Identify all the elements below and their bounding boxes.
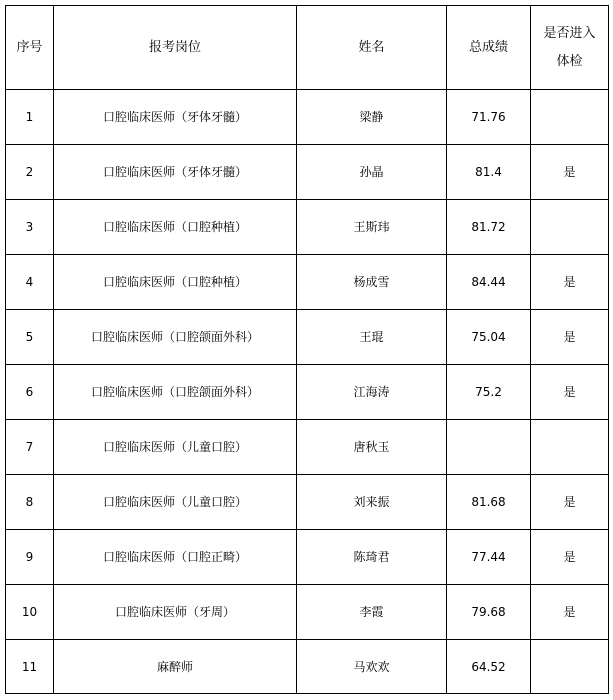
cell-index: 8 — [6, 475, 54, 530]
cell-name: 刘来振 — [297, 475, 447, 530]
cell-name: 王琨 — [297, 310, 447, 365]
header-row — [6, 6, 609, 90]
cell-position: 口腔临床医师（儿童口腔） — [54, 420, 297, 475]
table-body — [6, 90, 609, 694]
cell-exam: 是 — [531, 530, 609, 585]
cell-index: 11 — [6, 640, 54, 694]
cell-exam: 是 — [531, 255, 609, 310]
cell-position: 口腔临床医师（口腔种植） — [54, 255, 297, 310]
cell-name: 王斯玮 — [297, 200, 447, 255]
cell-index: 2 — [6, 145, 54, 200]
table-row — [6, 530, 609, 585]
cell-exam — [531, 640, 609, 694]
table-row — [6, 200, 609, 255]
cell-name: 孙晶 — [297, 145, 447, 200]
header-exam — [531, 6, 609, 90]
table-row — [6, 365, 609, 420]
table-row — [6, 585, 609, 640]
cell-exam: 是 — [531, 585, 609, 640]
cell-score: 81.4 — [447, 145, 531, 200]
cell-exam — [531, 90, 609, 145]
cell-position: 口腔临床医师（口腔种植） — [54, 200, 297, 255]
cell-score — [447, 420, 531, 475]
cell-score: 71.76 — [447, 90, 531, 145]
cell-exam: 是 — [531, 475, 609, 530]
cell-position: 麻醉师 — [54, 640, 297, 694]
cell-score: 75.2 — [447, 365, 531, 420]
cell-score: 84.44 — [447, 255, 531, 310]
cell-position: 口腔临床医师（牙体牙髓） — [54, 90, 297, 145]
cell-name: 江海涛 — [297, 365, 447, 420]
cell-exam: 是 — [531, 145, 609, 200]
cell-name: 陈琦君 — [297, 530, 447, 585]
cell-score: 81.68 — [447, 475, 531, 530]
cell-score: 75.04 — [447, 310, 531, 365]
cell-position: 口腔临床医师（牙周） — [54, 585, 297, 640]
cell-index: 10 — [6, 585, 54, 640]
table-row — [6, 255, 609, 310]
cell-exam: 是 — [531, 365, 609, 420]
cell-score: 81.72 — [447, 200, 531, 255]
results-table — [5, 5, 609, 694]
cell-name: 杨成雪 — [297, 255, 447, 310]
cell-index: 1 — [6, 90, 54, 145]
header-name: 姓名 — [297, 6, 447, 90]
cell-name: 马欢欢 — [297, 640, 447, 694]
cell-name: 李霞 — [297, 585, 447, 640]
table-row — [6, 420, 609, 475]
cell-index: 6 — [6, 365, 54, 420]
cell-exam — [531, 200, 609, 255]
table-row — [6, 640, 609, 694]
cell-score: 77.44 — [447, 530, 531, 585]
cell-position: 口腔临床医师（儿童口腔） — [54, 475, 297, 530]
table-row — [6, 310, 609, 365]
cell-name: 唐秋玉 — [297, 420, 447, 475]
cell-index: 7 — [6, 420, 54, 475]
cell-score: 79.68 — [447, 585, 531, 640]
cell-index: 3 — [6, 200, 54, 255]
header-exam-line1: 是否进入 — [543, 25, 596, 41]
cell-position: 口腔临床医师（口腔正畸） — [54, 530, 297, 585]
header-position: 报考岗位 — [54, 6, 297, 90]
cell-index: 9 — [6, 530, 54, 585]
cell-position: 口腔临床医师（口腔颌面外科） — [54, 365, 297, 420]
cell-exam: 是 — [531, 310, 609, 365]
cell-score: 64.52 — [447, 640, 531, 694]
cell-position: 口腔临床医师（口腔颌面外科） — [54, 310, 297, 365]
table-row — [6, 90, 609, 145]
table-row — [6, 145, 609, 200]
cell-position: 口腔临床医师（牙体牙髓） — [54, 145, 297, 200]
cell-name: 梁静 — [297, 90, 447, 145]
header-index: 序号 — [6, 6, 54, 90]
table-row — [6, 475, 609, 530]
cell-index: 5 — [6, 310, 54, 365]
cell-index: 4 — [6, 255, 54, 310]
header-score: 总成绩 — [447, 6, 531, 90]
header-exam-line2: 体检 — [556, 53, 583, 69]
cell-exam — [531, 420, 609, 475]
